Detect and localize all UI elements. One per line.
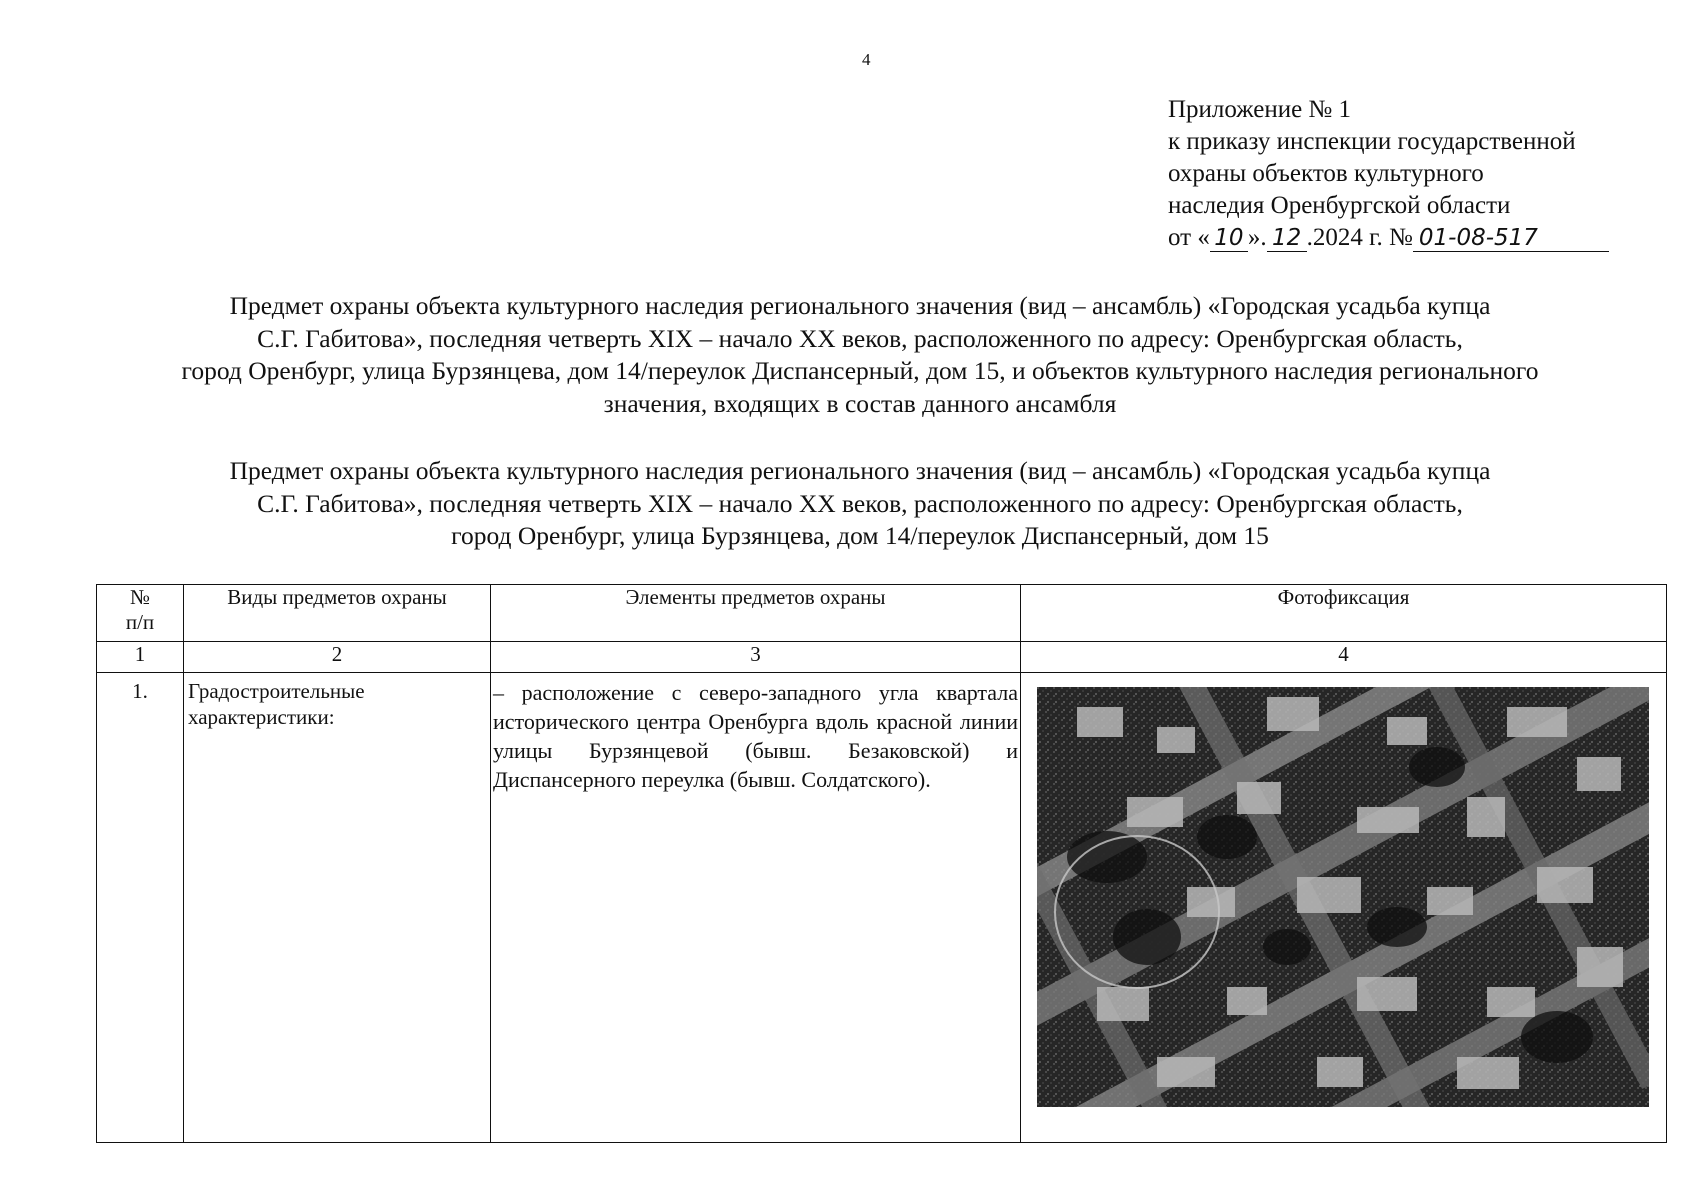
header-types: Виды предметов охраны	[184, 585, 491, 642]
row-type	[184, 673, 491, 1143]
date-separator: ».	[1247, 224, 1267, 251]
header-photo: Фотофиксация	[1021, 585, 1667, 642]
aerial-photo-image	[1037, 687, 1649, 1107]
header-num-symbol: №	[129, 585, 151, 609]
document-title-ensemble	[80, 290, 1640, 420]
appendix-title: Приложение № 1	[1168, 96, 1352, 123]
title-line: С.Г. Габитова», последняя четверть XIX – начало XX веков, расположенного по адресу: Оренбургская область,	[257, 323, 1463, 353]
column-number: 1	[97, 642, 184, 673]
appendix-line: охраны объектов культурного	[1168, 160, 1484, 187]
title-line: город Оренбург, улица Бурзянцева, дом 14/переулок Диспансерный, дом 15, и объектов культурного наследия регионального	[181, 356, 1539, 385]
title-line: значения, входящих в состав данного ансамбля	[603, 388, 1117, 418]
table-row	[97, 673, 1667, 1143]
order-number: 01-08-517	[1413, 225, 1609, 252]
protection-table	[96, 584, 1667, 1143]
header-num	[97, 585, 184, 642]
date-prefix: от «	[1168, 224, 1210, 251]
row-number: 1.	[97, 673, 184, 1143]
header-num-abbr: п/п	[125, 610, 155, 634]
appendix-block	[1168, 94, 1609, 254]
row-type-line: Градостроительные	[188, 679, 365, 703]
order-day: 10	[1210, 225, 1248, 252]
title-line: город Оренбург, улица Бурзянцева, дом 14/переулок Диспансерный, дом 15	[451, 521, 1269, 550]
row-photo-cell	[1021, 673, 1667, 1143]
page-number: 4	[862, 50, 871, 69]
appendix-line: наследия Оренбургской области	[1168, 192, 1511, 219]
appendix-line: к приказу инспекции государственной	[1168, 128, 1576, 155]
column-number-row	[97, 642, 1667, 673]
section-title	[80, 455, 1640, 553]
title-line: С.Г. Габитова», последняя четверть XIX – начало XX веков, расположенного по адресу: Оренбургская область,	[257, 488, 1463, 518]
aerial-photo	[1037, 687, 1649, 1107]
column-number: 3	[491, 642, 1021, 673]
column-number: 2	[184, 642, 491, 673]
column-number: 4	[1021, 642, 1667, 673]
order-year: .2024 г. №	[1306, 224, 1413, 251]
header-elements: Элементы предметов охраны	[491, 585, 1021, 642]
row-elements: – расположение с северо-западного угла квартала исторического центра Оренбурга вдоль красной линии улицы Бурзянцевой (бывш. Безаковской) и Диспансерного переулка (бывш. Солдатского).	[491, 673, 1021, 1143]
title-line: Предмет охраны объекта культурного наследия регионального значения (вид – ансамбль) «Городская усадьба купца	[229, 291, 1491, 320]
row-type-line: характеристики:	[188, 705, 335, 729]
title-line: Предмет охраны объекта культурного наследия регионального значения (вид – ансамбль) «Городская усадьба купца	[229, 456, 1491, 485]
order-month: 12	[1267, 225, 1307, 252]
table-header-row	[97, 585, 1667, 642]
order-date-line	[1168, 222, 1609, 254]
